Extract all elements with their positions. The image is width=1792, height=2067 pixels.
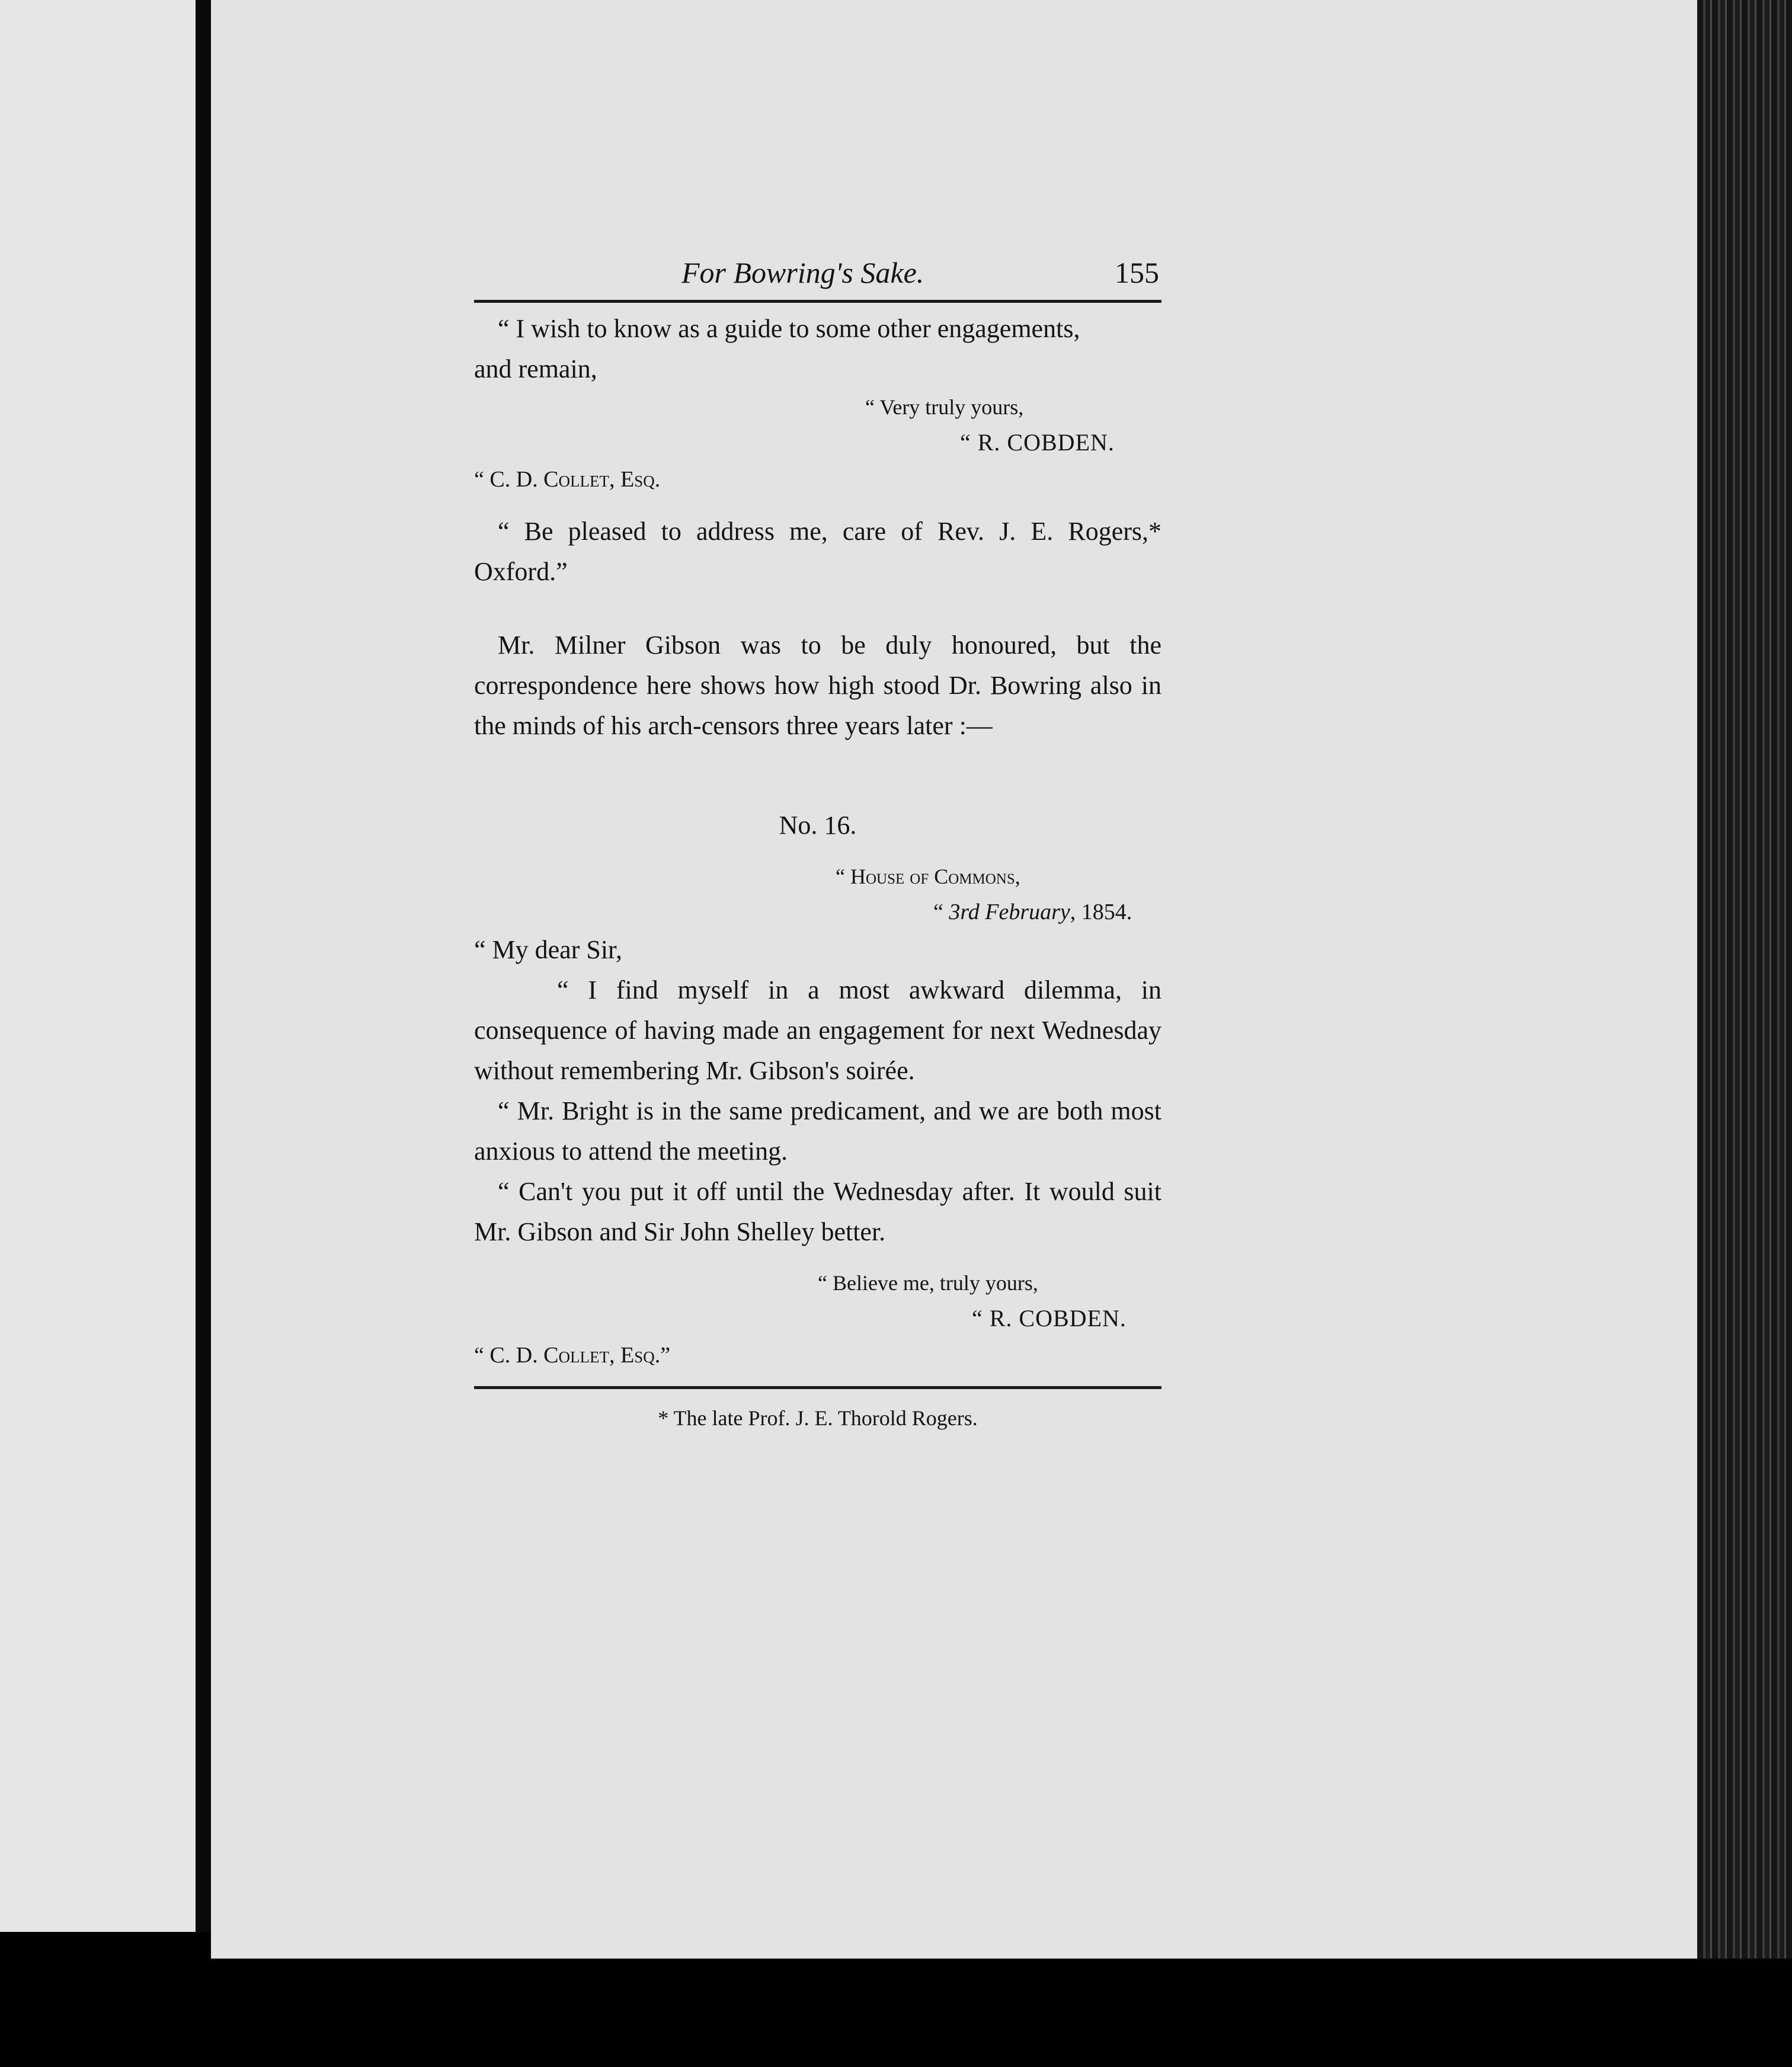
running-head <box>474 249 1161 300</box>
letter-number: No. 16. <box>779 811 857 840</box>
letter-closing: “ Very truly yours, <box>865 395 1024 419</box>
spacer <box>474 1252 1161 1265</box>
left-page <box>0 0 196 1932</box>
letter-place: “ House of Commons, <box>836 865 1020 888</box>
header-rule <box>474 300 1161 303</box>
spacer <box>474 592 1161 625</box>
date-year: , 1854. <box>1070 900 1132 924</box>
narrative-paragraph: Mr. Milner Gibson was to be duly honoured, but the correspondence here shows how high stood Dr. Bowring also in the minds of his arch-censors three years later :— <box>474 631 1161 740</box>
footnote: * The late Prof. J. E. Thorold Rogers. <box>658 1406 978 1430</box>
letter-addressee: “ C. D. Collet, Esq.” <box>474 1343 671 1368</box>
running-title: For Bowring's Sake. <box>681 256 924 289</box>
letter-signature: “ R. COBDEN. <box>972 1305 1127 1332</box>
date-italic: 3rd February <box>949 900 1070 924</box>
letter-text-line: “ I wish to know as a guide to some other engagements, <box>498 314 1080 343</box>
letter-signature: “ R. COBDEN. <box>960 429 1115 456</box>
spacer <box>474 498 1161 511</box>
letter-date <box>474 894 1161 930</box>
letter-postscript: “ Be pleased to address me, care of Rev. J. E. Rogers,* Oxford.” <box>474 517 1161 586</box>
right-page <box>211 0 1697 1959</box>
letter-paragraph: “ Can't you put it off until the Wednesday after. It would suit Mr. Gibson and Sir John Shelley better. <box>474 1177 1161 1246</box>
letter-paragraph: “ Mr. Bright is in the same predicament, and we are both most anxious to attend the meeting. <box>474 1096 1161 1166</box>
letter-salutation: “ My dear Sir, <box>474 935 622 964</box>
page-number: 155 <box>1115 256 1159 289</box>
page-text <box>474 249 1161 1434</box>
bottom-shadow <box>0 1959 1792 2067</box>
spacer <box>474 746 1161 805</box>
spacer <box>474 846 1161 859</box>
letter-paragraph: “ I find myself in a most awkward dilemma, in consequence of having made an engagement for next Wednesday without remembering Mr. Gibson's soirée. <box>474 975 1161 1085</box>
letter-text-line: and remain, <box>474 354 597 383</box>
letter-closing: “ Believe me, truly yours, <box>818 1271 1038 1295</box>
date-open: “ <box>933 900 949 924</box>
book-gutter <box>196 0 211 1932</box>
page-edges <box>1697 0 1792 1959</box>
footnote-rule <box>474 1386 1161 1389</box>
letter-addressee: “ C. D. Collet, Esq. <box>474 467 661 492</box>
